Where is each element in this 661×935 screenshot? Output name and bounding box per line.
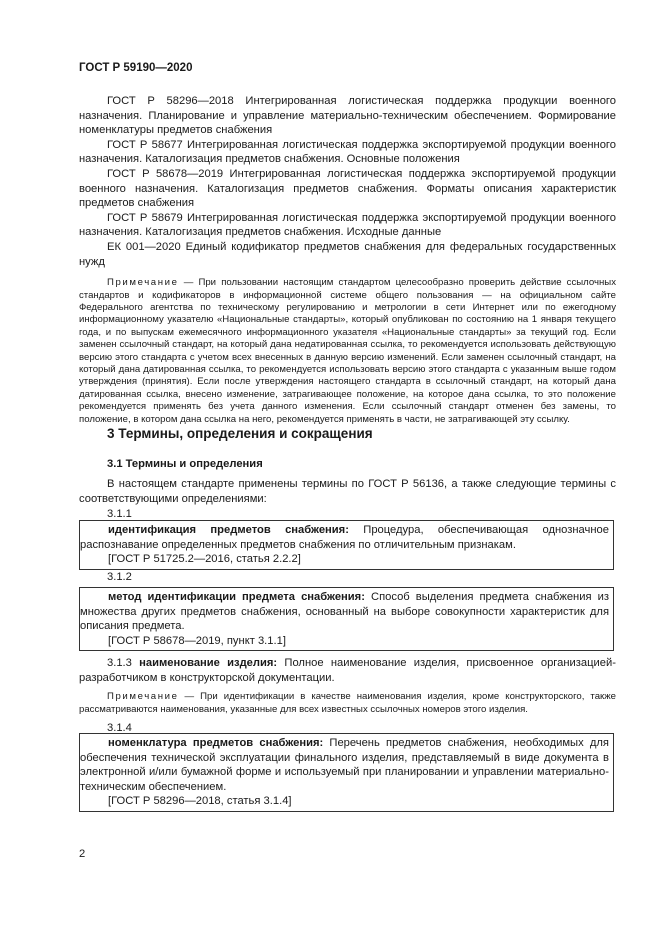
section-title: 3 Термины, определения и сокращения (107, 426, 373, 441)
normative-references (79, 94, 616, 426)
term-definition (80, 590, 613, 634)
subsection-title: 3.1 Термины и определения (107, 458, 263, 470)
page-number: 2 (79, 848, 86, 860)
term-box (79, 520, 614, 570)
note-label: Примечание (107, 277, 179, 289)
term-box (79, 587, 614, 651)
term-source: [ГОСТ Р 58296—2018, статья 3.1.4] (108, 795, 292, 808)
term-name: метод идентификации предмета снабжения: (108, 591, 365, 603)
term-definition (80, 736, 613, 794)
term-3-block (79, 656, 616, 734)
document-header: ГОСТ Р 59190—2020 (79, 62, 193, 74)
term-number: 3.1.1 (107, 508, 132, 521)
term-number: 3.1.3 (107, 657, 132, 669)
note-paragraph (79, 277, 616, 426)
note-text: — При пользовании настоящим стандартом целесообразно проверить действие ссылочных стандартов и кодификаторов в информационной системе общего пользования — на официальном сайте Федерального агентства по техническому регулированию и метрологии в сети Интернет или по ежегодному информационному указателю «Национальные стандарты», который опубликован по состоянию на 1 января текущего года, и по выпускам ежемесячного информационного указателя «Национальные стандарты» за текущий год. Если заменен ссылочный стандарт, на который дана недатированная ссылка, то рекомендуется использовать действующую версию этого стандарта с учетом всех внесенных в данную версию изменений. Если заменен ссылочный стандарт, на который дана датированная ссылка, то рекомендуется использовать версию этого стандарта с указанным выше годом утверждения (принятия). Если после утверждения настоящего стандарта в ссылочный стандарт, на который дана датированная ссылка, внесено изменение, затрагивающее положение, на которое дана ссылка, то это положение рекомендуется применять без учета данного изменения. Если ссылочный стандарт отменен без замены, то положение, в котором дана ссылка на него, рекомендуется применять в части, не затрагивающей эту ссылку. (79, 277, 616, 425)
section-3 (79, 426, 616, 520)
term-number-wrap (79, 571, 616, 583)
note-paragraph (79, 691, 616, 716)
term-name: наименование изделия: (139, 657, 278, 669)
note-text: — При идентификации в качестве наименования изделия, кроме конструкторского, также рассматриваются наименования, указанные для всех известных ссылочных номеров этого изделия. (79, 691, 616, 715)
term-definition (79, 656, 616, 685)
reference-item: ГОСТ Р 58678—2019 Интегрированная логистическая поддержка экспортируемой продукции военного назначения. Каталогизация предметов снабжения. Форматы описания характеристик предметов снабжения (79, 167, 616, 210)
term-number: 3.1.4 (107, 722, 132, 734)
term-number: 3.1.2 (107, 571, 132, 583)
term-source: [ГОСТ Р 51725.2—2016, статья 2.2.2] (108, 553, 301, 566)
term-text: Способ выделения предмета снабжения из множества других предметов снабжения, основанный на выборе совокупности характеристик для описания предмета. (80, 591, 609, 633)
term-name: идентификация предметов снабжения: (108, 524, 349, 536)
term-box (79, 733, 614, 812)
term-text: Процедура, обеспечивающая однозначное распознавание определенных предметов снабжения по отличительным признакам. (80, 524, 609, 551)
section-intro: В настоящем стандарте применены термины по ГОСТ Р 56136, а также следующие термины с соответствующими определениями: (79, 478, 616, 505)
term-name: номенклатура предметов снабжения: (108, 737, 324, 749)
note-label: Примечание (107, 691, 179, 703)
term-text: Полное наименование изделия, присвоенное организацией-разработчиком в конструкторской документации. (79, 657, 616, 684)
term-source: [ГОСТ Р 58678—2019, пункт 3.1.1] (108, 634, 286, 647)
reference-item: ГОСТ Р 58677 Интегрированная логистическая поддержка экспортируемой продукции военного назначения. Каталогизация предметов снабжения. Основные положения (79, 138, 616, 166)
reference-item: ГОСТ Р 58296—2018 Интегрированная логистическая поддержка продукции военного назначения. Планирование и управление материально-техническим обеспечением. Формирование номенклатуры предметов снабжения (79, 95, 616, 137)
term-text: Перечень предметов снабжения, необходимых для обеспечения технической эксплуатации финального изделия, представляемый в виде документа в электронной и/или бумажной форме и используемый при планировании и управлении материально-техническим обеспечением. (80, 737, 609, 793)
term-definition (80, 523, 613, 552)
reference-item: ГОСТ Р 58679 Интегрированная логистическая поддержка экспортируемой продукции военного назначения. Каталогизация предметов снабжения. Исходные данные (79, 211, 616, 239)
reference-item: ЕК 001—2020 Единый кодификатор предметов снабжения для федеральных государственных нужд (79, 240, 616, 268)
